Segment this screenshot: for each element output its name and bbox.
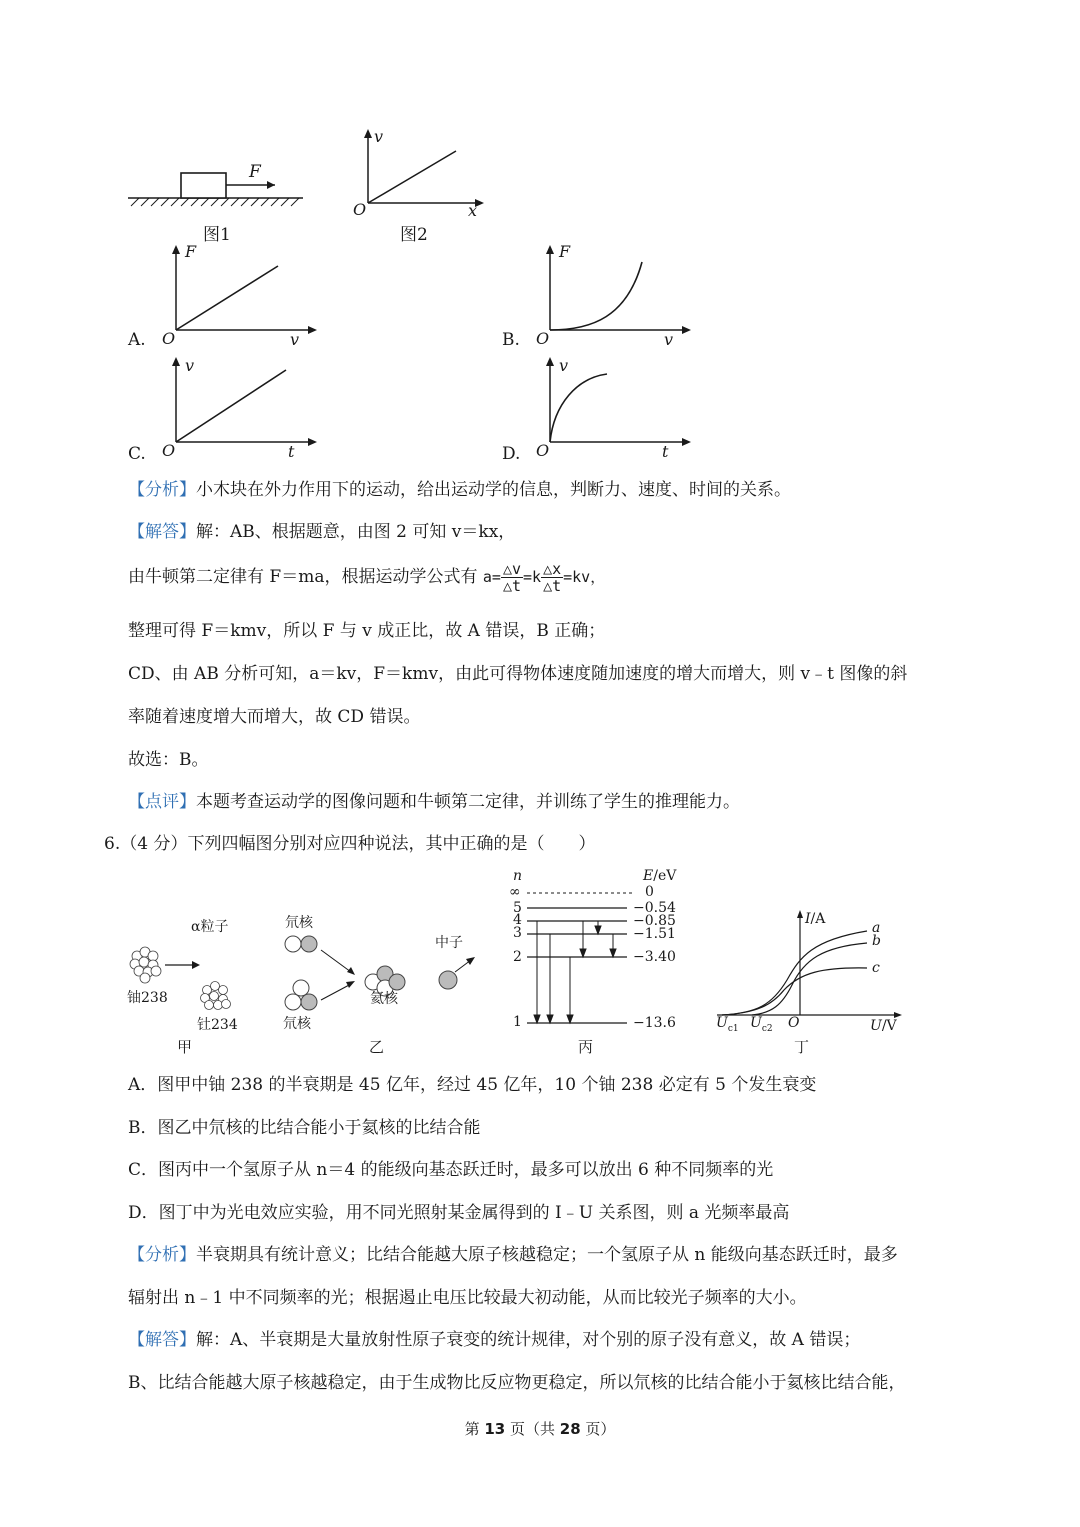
uc2-subscript: c2 <box>761 1023 773 1034</box>
option-c-y-axis: v <box>185 356 195 375</box>
figure-ding-caption: 丁 <box>794 1038 810 1056</box>
option-a-origin: O <box>162 329 176 348</box>
q5-answer-line-2 <box>128 555 605 599</box>
deuteron-2-proton <box>285 994 301 1010</box>
level-3-e: −1.51 <box>633 926 676 942</box>
q5-comment-text: 本题考查运动学的图像问题和牛顿第二定律，并训练了学生的推理能力。 <box>196 792 740 812</box>
formula-end: =kv， <box>563 568 606 586</box>
option-c-curve <box>176 370 286 442</box>
level-1-e: −13.6 <box>633 1015 676 1031</box>
deuteron-1-proton <box>285 936 301 952</box>
uc1-symbol: U <box>716 1015 728 1031</box>
curve-c-label: c <box>872 960 880 976</box>
energy-level-diagram <box>505 868 695 1038</box>
option-b-y-axis: F <box>559 242 571 261</box>
u238-label: 铀238 <box>127 990 168 1006</box>
fig2-x-axis: x <box>468 201 478 220</box>
option-d-curve <box>550 374 607 442</box>
q6-choice-b: B．图乙中氘核的比结合能小于氦核的比结合能 <box>128 1118 481 1138</box>
q6-choice-a: A．图甲中铀 238 的半衰期是 45 亿年，经过 45 亿年，10 个铀 238 必定有 5 个发生衰变 <box>128 1075 817 1095</box>
q5-analysis-text: 小木块在外力作用下的运动，给出运动学的信息，判断力、速度、时间的关系。 <box>196 480 791 500</box>
uc2-symbol: U <box>750 1015 762 1031</box>
level-inf-n: ∞ <box>509 884 521 900</box>
q6-choice-d: D．图丁中为光电效应实验，用不同光照射某金属得到的 I﹣U 关系图，则 a 光频率最高 <box>128 1203 790 1223</box>
neutron <box>439 971 457 989</box>
option-c-x-axis: t <box>288 442 295 461</box>
page-footer <box>0 1418 1080 1439</box>
footer-middle: 页（共 <box>505 1420 560 1438</box>
q6-analysis-tag: 【分析】 <box>128 1245 196 1265</box>
fig2-y-axis: v <box>374 127 384 146</box>
q5-line-6: 故选：B。 <box>128 750 209 770</box>
fraction-dv-dt <box>501 561 523 594</box>
figure-bing <box>505 868 695 1058</box>
q6-analysis-text-1: 半衰期具有统计意义；比结合能越大原子核越稳定；一个氢原子从 n 能级向基态跃迁时，最多 <box>196 1245 898 1265</box>
option-d-letter: D. <box>502 444 521 464</box>
current-symbol: I <box>805 911 811 927</box>
figure-jia-caption: 甲 <box>177 1038 193 1056</box>
fraction-1-numerator: △v <box>502 560 521 578</box>
q6-stem: 6.（4 分）下列四幅图分别对应四种说法，其中正确的是（ ） <box>104 834 596 854</box>
q6-answer <box>128 1328 860 1352</box>
formula-a: a= <box>482 568 501 586</box>
q5-line-5: 率随着速度增大而增大，故 CD 错误。 <box>128 707 421 727</box>
figure-1 <box>125 160 310 245</box>
th234-label: 钍234 <box>197 1017 238 1033</box>
q6-answer-tag: 【解答】 <box>128 1330 196 1350</box>
q6-choice-c: C．图丙中一个氢原子从 n＝4 的能级向基态跃迁时，最多可以放出 6 种不同频率的光 <box>128 1160 774 1180</box>
energy-axis-label: E/eV <box>643 868 677 884</box>
figure-ding <box>712 905 907 1060</box>
figure-2-drawing <box>348 125 488 215</box>
level-2-n: 2 <box>513 949 522 965</box>
figure-yi <box>275 912 485 1057</box>
q5-line2-prefix: 由牛顿第二定律有 F＝ma，根据运动学公式有 <box>128 567 478 587</box>
fraction-2-denominator: △t <box>543 577 562 595</box>
deuteron-1-label: 氘核 <box>285 915 313 931</box>
option-b-x-axis: v <box>664 330 674 349</box>
option-c-letter: C. <box>128 444 146 464</box>
figure-bing-caption: 丙 <box>578 1038 594 1056</box>
option-c-graph <box>128 354 318 466</box>
formula-mid: =k <box>523 568 542 586</box>
voltage-symbol: U <box>870 1018 882 1034</box>
option-b-origin: O <box>536 329 550 348</box>
q6-analysis <box>128 1243 898 1267</box>
u238-nucleus <box>130 947 161 983</box>
figure-jia <box>125 912 255 1057</box>
curve-b-label: b <box>872 933 881 949</box>
decay-drawing <box>125 942 255 1022</box>
q6-answer-line-2: B、比结合能越大原子核越稳定，由于生成物比反应物更稳定，所以氘核的比结合能小于氦核比结合能， <box>128 1373 906 1393</box>
option-b-curve <box>550 262 642 330</box>
option-a-curve <box>176 266 278 330</box>
fig2-origin: O <box>353 200 367 219</box>
option-a-x-axis: v <box>290 330 300 349</box>
level-2-e: −3.40 <box>633 949 676 965</box>
q5-analysis-tag: 【分析】 <box>128 480 196 500</box>
curve-c <box>722 968 867 1015</box>
q5-answer-text-1: 解：AB、根据题意，由图 2 可知 v＝kx， <box>196 522 516 542</box>
deuteron-2-label: 氘核 <box>283 1016 311 1032</box>
th234-nucleus <box>201 982 231 1010</box>
level-1-n: 1 <box>513 1014 522 1030</box>
neutron-label: 中子 <box>435 935 463 951</box>
q5-line-3: 整理可得 F＝kmv，所以 F 与 v 成正比，故 A 错误，B 正确； <box>128 621 606 641</box>
curve-a-label: a <box>872 920 881 936</box>
alpha-particle-label: α粒子 <box>191 919 229 935</box>
option-d-graph <box>502 354 692 466</box>
level-inf-e: 0 <box>645 884 654 900</box>
q6-answer-text-1: 解：A、半衰期是大量放射性原子衰变的统计规律，对个别的原子没有意义，故 A 错误； <box>196 1330 861 1350</box>
level-4-e: −0.85 <box>633 913 676 929</box>
current-axis-label: I/A <box>805 911 826 927</box>
page-number: 13 <box>484 1420 506 1438</box>
fraction-1-denominator: △t <box>502 577 521 595</box>
q5-answer-tag: 【解答】 <box>128 522 196 542</box>
option-a-graph <box>128 242 318 354</box>
q5-comment <box>128 790 740 814</box>
helium-label: 氦核 <box>370 991 398 1007</box>
force-label: F <box>249 162 261 182</box>
curve-a <box>722 931 867 1015</box>
deuteron-1-neutron <box>301 936 317 952</box>
option-b-graph <box>502 242 692 354</box>
q5-answer-line-1 <box>128 520 515 544</box>
q5-comment-tag: 【点评】 <box>128 792 196 812</box>
figure-2-caption: 图2 <box>400 225 428 245</box>
option-a-y-axis: F <box>185 242 197 261</box>
footer-prefix: 第 <box>464 1420 485 1438</box>
fraction-dx-dt <box>541 561 563 594</box>
option-c-origin: O <box>162 441 176 460</box>
figure-yi-caption: 乙 <box>369 1038 385 1056</box>
option-d-x-axis: t <box>662 442 669 461</box>
n-axis-label: n <box>513 868 523 884</box>
ding-origin: O <box>788 1015 800 1031</box>
figure-2 <box>348 125 488 245</box>
q5-analysis <box>128 478 791 502</box>
fraction-2-numerator: △x <box>543 560 562 578</box>
level-5-n: 5 <box>513 900 522 916</box>
voltage-axis-label: U/V <box>870 1018 897 1034</box>
option-d-y-axis: v <box>559 356 569 375</box>
curve-b <box>752 943 867 1015</box>
level-4-n: 4 <box>513 912 522 928</box>
uc2-label <box>750 1015 773 1034</box>
option-a-letter: A. <box>128 330 146 350</box>
figure-1-caption: 图1 <box>203 225 231 245</box>
v-x-line <box>368 151 456 203</box>
uc1-subscript: c1 <box>727 1023 739 1034</box>
level-5-e: −0.54 <box>633 900 676 916</box>
q6-analysis-line-2: 辐射出 n﹣1 中不同频率的光；根据遏止电压比较最大初动能，从而比较光子频率的大小。 <box>128 1288 807 1308</box>
energy-symbol: E <box>643 868 654 884</box>
option-b-letter: B. <box>502 330 520 350</box>
total-pages: 28 <box>559 1420 581 1438</box>
footer-suffix: 页） <box>580 1420 616 1438</box>
option-d-origin: O <box>536 441 550 460</box>
level-3-n: 3 <box>513 925 522 941</box>
q5-line-4: CD、由 AB 分析可知，a＝kv，F＝kmv，由此可得物体速度随加速度的增大而增大，则 v﹣t 图像的斜 <box>128 664 908 684</box>
block <box>181 173 226 198</box>
uc1-label <box>716 1015 739 1034</box>
deuteron-2-neutron <box>301 994 317 1010</box>
